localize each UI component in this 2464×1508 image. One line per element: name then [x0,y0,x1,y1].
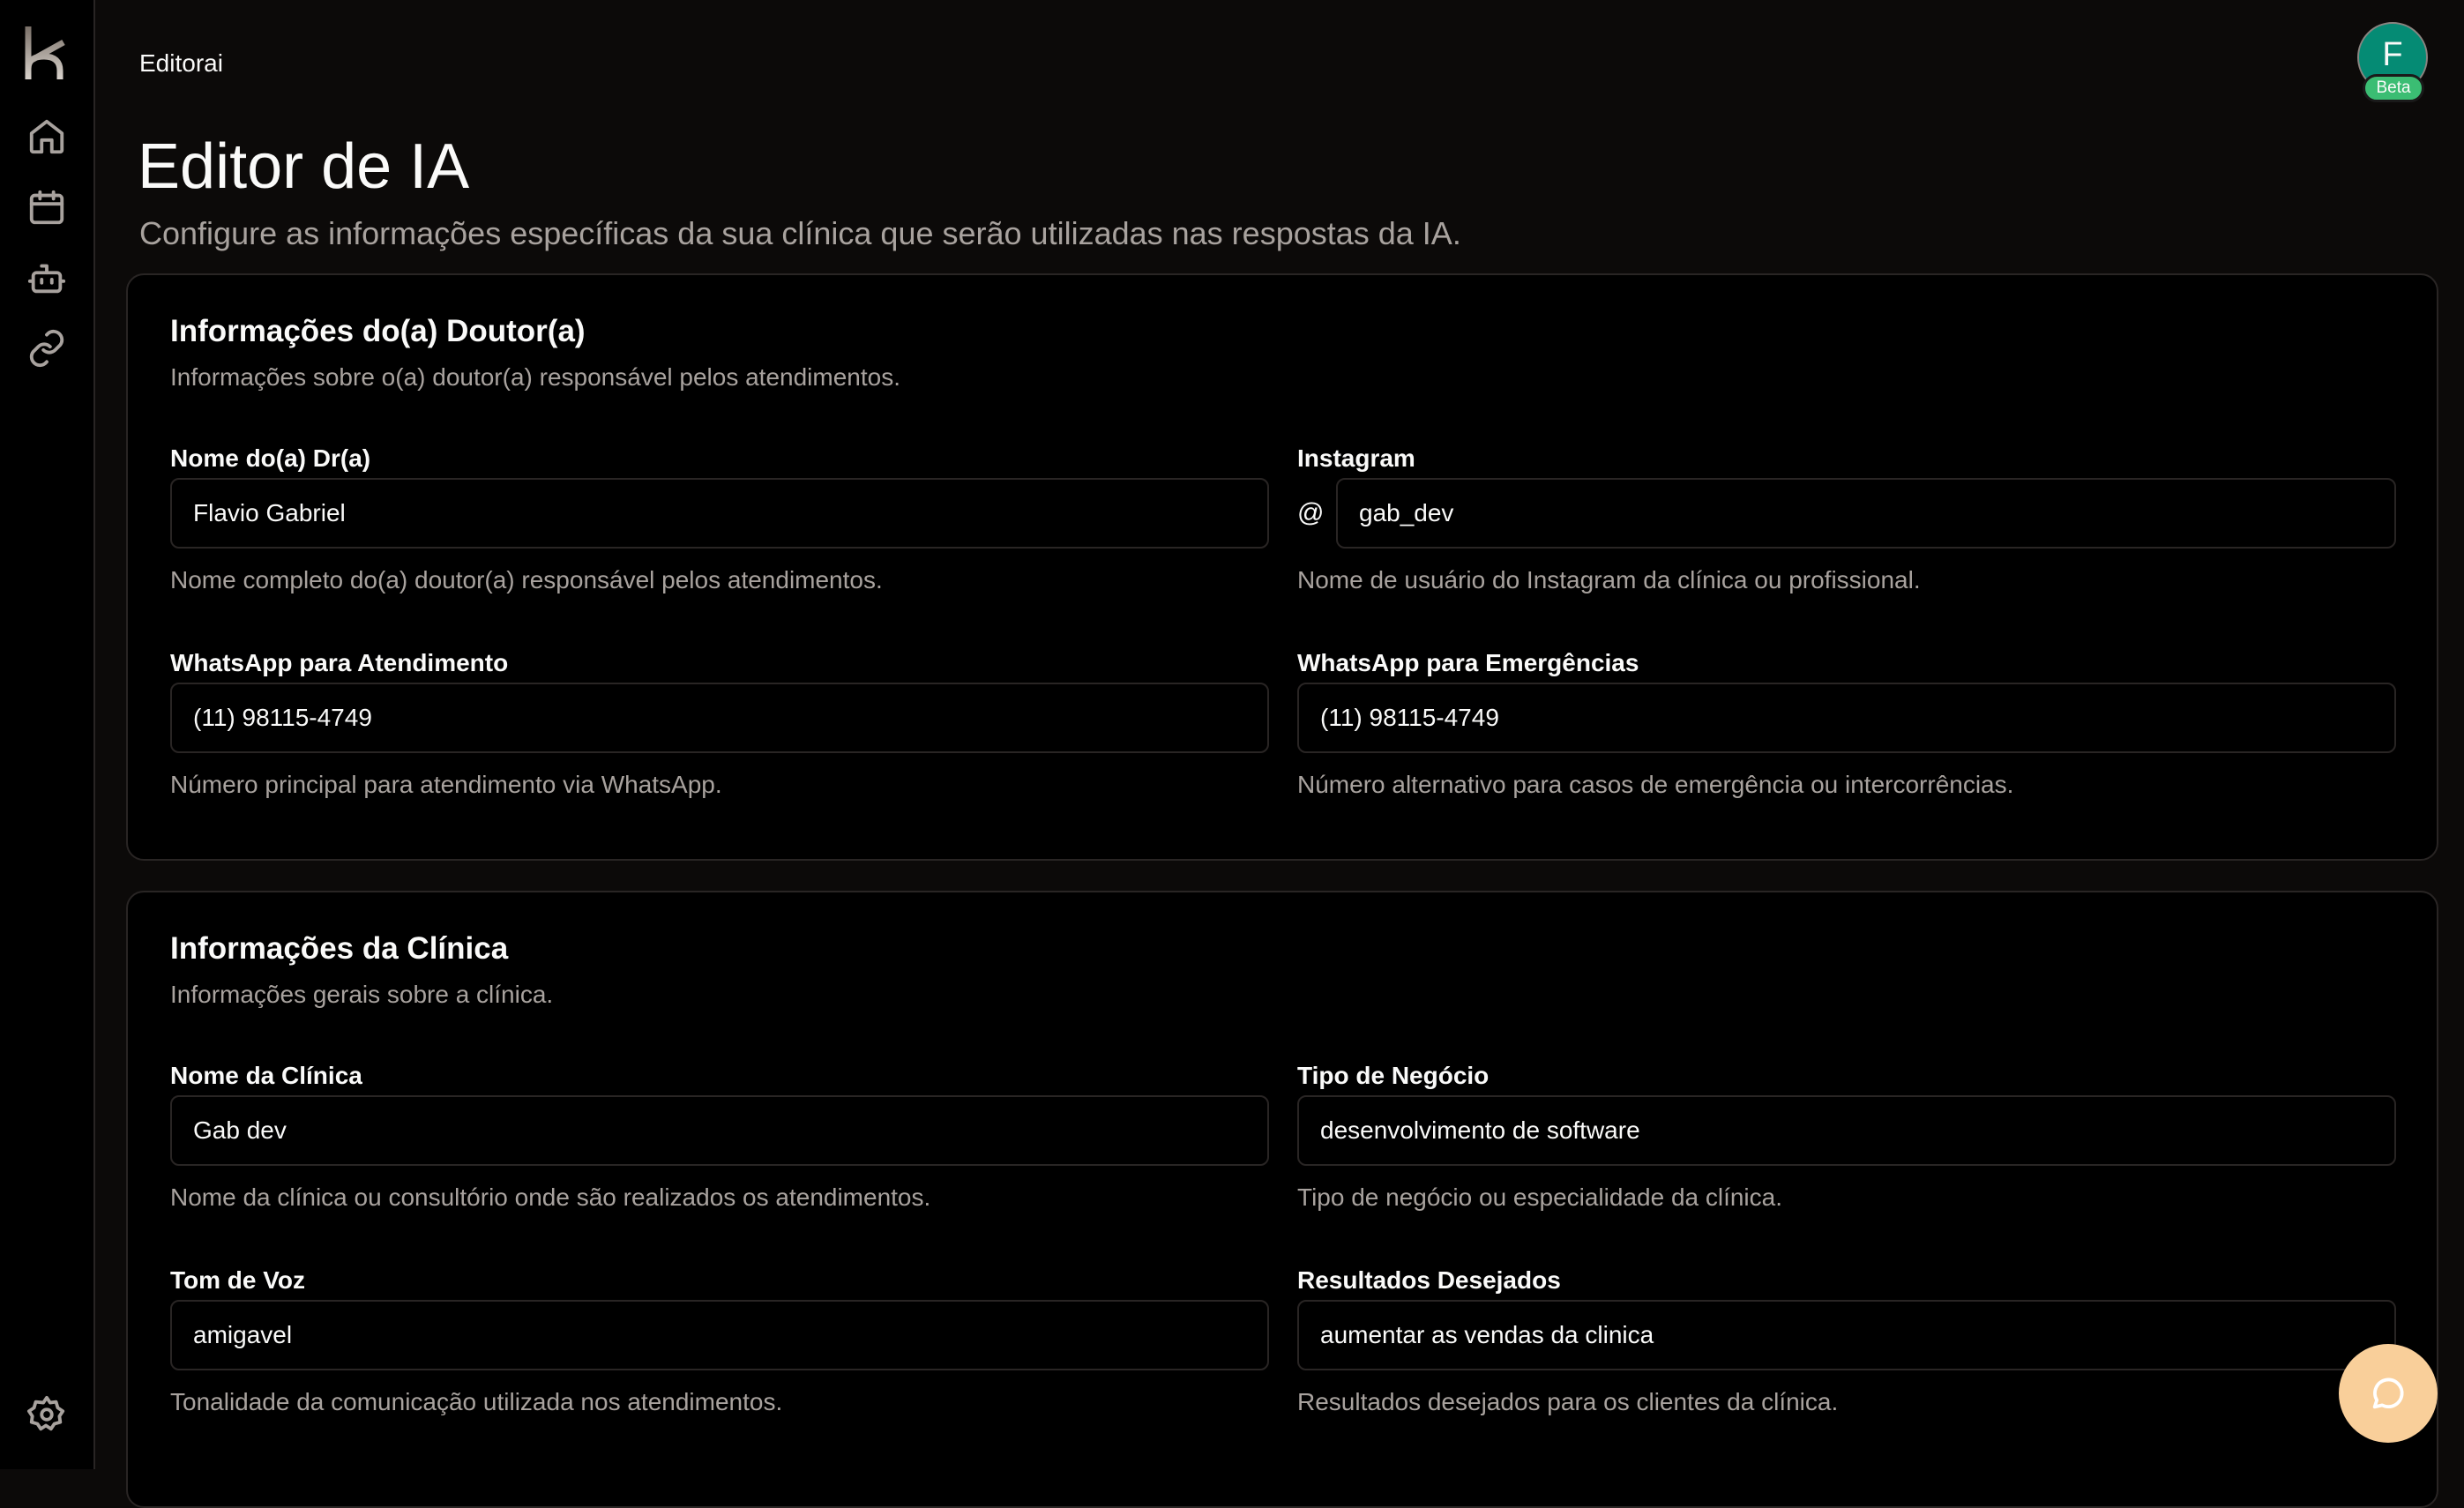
clinic-name-input[interactable] [170,1095,1269,1166]
chat-bubble-icon [2368,1373,2408,1414]
link-icon[interactable] [26,328,67,369]
field-label: Nome do(a) Dr(a) [170,444,371,472]
beta-badge: Beta [2363,74,2424,102]
business-type-field [1297,1062,2396,1212]
field-help: Nome de usuário do Instagram da clínica ou profissional. [1297,566,1921,593]
gear-icon[interactable] [26,1394,67,1435]
clinic-name-field [170,1062,1269,1212]
doctor-name-input[interactable] [170,478,1269,549]
chat-button[interactable] [2339,1344,2438,1443]
card-title: Informações da Clínica [170,931,509,966]
page-subtitle: Configure as informações específicas da sua clínica que serão utilizadas nas respostas da IA. [139,215,1461,251]
sidebar [0,0,95,1469]
desired-results-field [1297,1266,2396,1416]
user-avatar[interactable]: F [2357,22,2428,93]
emergency-whatsapp-input[interactable] [1297,683,2396,753]
emergency-whatsapp-field [1297,649,2396,799]
whatsapp-field [170,649,1269,799]
whatsapp-input[interactable] [170,683,1269,753]
card-description: Informações sobre o(a) doutor(a) responsável pelos atendimentos. [170,363,900,391]
business-type-input[interactable] [1297,1095,2396,1166]
desired-results-input[interactable] [1297,1300,2396,1370]
doctor-name-field [170,444,1269,594]
field-label: WhatsApp para Emergências [1297,649,1639,676]
card-title: Informações do(a) Doutor(a) [170,314,586,348]
field-help: Número alternativo para casos de emergência ou intercorrências. [1297,771,2014,798]
card-description: Informações gerais sobre a clínica. [170,981,554,1008]
field-help: Número principal para atendimento via WhatsApp. [170,771,722,798]
field-help: Nome da clínica ou consultório onde são realizados os atendimentos. [170,1183,931,1211]
field-label: Tom de Voz [170,1266,305,1294]
tone-input[interactable] [170,1300,1269,1370]
doctor-info-card [126,273,2438,861]
field-help: Resultados desejados para os clientes da clínica. [1297,1388,1839,1415]
clinic-info-card [126,891,2438,1508]
breadcrumb[interactable]: Editorai [139,49,223,77]
field-label: Resultados Desejados [1297,1266,1561,1294]
bot-icon[interactable] [26,258,67,298]
field-help: Nome completo do(a) doutor(a) responsável pelos atendimentos. [170,566,883,593]
instagram-field [1297,444,2396,594]
instagram-input[interactable] [1336,478,2396,549]
field-label: Instagram [1297,444,1415,472]
field-label: Tipo de Negócio [1297,1062,1490,1089]
at-prefix: @ [1297,498,1325,527]
field-label: Nome da Clínica [170,1062,362,1089]
home-icon[interactable] [26,116,67,157]
page-title: Editor de IA [138,131,470,202]
tone-field [170,1266,1269,1416]
app-logo[interactable] [25,25,69,81]
field-label: WhatsApp para Atendimento [170,649,509,676]
calendar-icon[interactable] [26,187,67,228]
field-help: Tonalidade da comunicação utilizada nos atendimentos. [170,1388,783,1415]
field-help: Tipo de negócio ou especialidade da clínica. [1297,1183,1783,1211]
